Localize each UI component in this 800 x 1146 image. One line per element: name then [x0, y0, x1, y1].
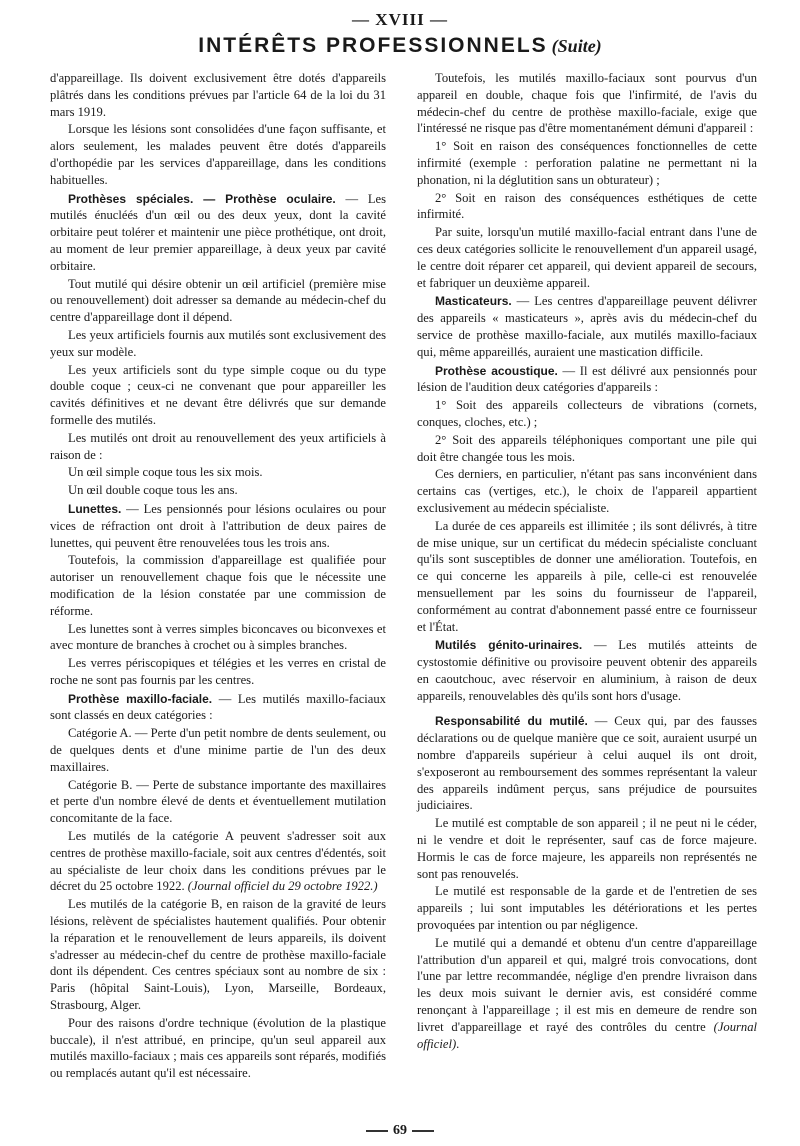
paragraph-text: Catégorie B. — Perte de substance importante des maxillaires et perte d'un nombre élevé de dents et éventuellement mutilation concomitante de la face.: [50, 777, 386, 826]
paragraph-text: Les yeux artificiels fournis aux mutilés sont exclusivement des yeux sur modèle.: [50, 327, 386, 359]
page-heading: [0, 34, 800, 58]
paragraph: [417, 466, 757, 516]
paragraph-text: Toutefois, les mutilés maxillo-faciaux sont pourvus d'un appareil en double, chaque fois que l'infirmité, de l'avis du médecin-chef du centre de prothèse maxillo-faciale, exige que l'intéressé ne risque pas d'être momentanément démuni d'appareil :: [417, 71, 757, 136]
paragraph: [50, 327, 386, 361]
paragraph: [417, 397, 757, 431]
page-number-rule-right: [412, 1130, 434, 1132]
paragraph: [417, 190, 757, 224]
paragraph: [50, 430, 386, 464]
paragraph-text: Les mutilés de la catégorie A peuvent s'adresser soit aux centres de prothèse maxillo-faciale, soit aux centres d'édentés, soit au spécialiste de leur choix dans les conditions prévues par le décret du 25 octobre 1922.: [50, 829, 386, 894]
paragraph: [50, 121, 386, 188]
paragraph-text: — Les mutilés maxillo-faciaux sont classés en deux catégories :: [50, 691, 386, 723]
paragraph-text: Le mutilé qui a demandé et obtenu d'un centre d'appareillage l'attribution d'un appareil et qui, malgré trois convocations, dont l'une par lettre recommandée, néglige d'en prendre livraison dans les deux mois suivant le dernier avis, est considéré comme renonçant à l'appareillage ; il est mis en demeure de rendre son livret d'appareillage et rayé des contrôles du centre: [417, 935, 757, 1034]
paragraph-text: — Ceux qui, par des fausses déclarations ou de quelque manière que ce soit, auraient usurpé un nombre d'appareils supérieur à celui auquel ils ont droit, s'exposeront au remboursement des sommes représentant la valeur des appareils indûment perçus, sans préjudice de poursuites judiciaires.: [417, 714, 757, 813]
paragraph-text: 1° Soit en raison des conséquences fonctionnelles de cette infirmité (exemple : perforation palatine ne permettant ni la phonation, ni la déglutition sans un obturateur) ;: [417, 139, 757, 187]
heading-title: INTÉRÊTS PROFESSIONNELS: [198, 34, 548, 57]
paragraph-text: Les mutilés de la catégorie B, en raison de la gravité de leurs lésions, relèvent de spécialistes hautement qualifiés. Pour obtenir la réparation et le renouvellement de leurs appareils, ils doivent s'adresser au médecin-chef du centre de prothèse maxillo-faciale dont ils dépendent. Ces centres spéciaux sont au nombre de six : Paris (hôpital Saint-Louis), Lyon, Marseille, Bordeaux, Strasbourg, Alger.: [50, 897, 386, 1013]
section-heading: Masticateurs.: [435, 294, 512, 309]
paragraph-text: Lorsque les lésions sont consolidées d'une façon suffisante, et alors seulement, les malades peuvent être dotés d'appareils d'orthopédie par les services d'appareillage, dans les conditions habituelles.: [50, 122, 386, 187]
paragraph-text: Le mutilé est comptable de son appareil ; il ne peut ni le céder, ni le vendre et doit le représenter, sauf cas de force majeure. Hormis le cas de force majeure, les appareils non représentés ne sont pas renouvelés.: [417, 816, 757, 881]
paragraph-text: — Les mutilés atteints de cystostomie définitive ou provisoire peuvent obtenir des appareils en caoutchouc, avec réservoir en aluminium, à raison de deux appareils, renouvelables dès qu'ils sont hors d'usage.: [417, 638, 758, 703]
paragraph-text: Le mutilé est responsable de la garde et de l'entretien de ses appareils ; lui sont imputables les détériorations et les pertes provoquées par intention ou par négligence.: [417, 884, 757, 933]
paragraph: [50, 896, 386, 1014]
section-heading: Mutilés génito-urinaires.: [435, 638, 583, 653]
page-number: [0, 1123, 800, 1139]
paragraph: [417, 70, 757, 137]
left-column: [50, 70, 386, 1083]
section-heading: Responsabilité du mutilé.: [435, 714, 588, 729]
section-heading: Prothèse maxillo-faciale.: [68, 691, 213, 706]
paragraph: [50, 464, 386, 481]
paragraph: [417, 883, 757, 933]
paragraph: [417, 518, 757, 636]
paragraph: [417, 815, 757, 882]
paragraph-text: Ces derniers, en particulier, n'étant pas sans inconvénient dans certains cas (vertiges, etc.), le choix de l'appareil appartient exclusivement au médecin spécialiste.: [417, 467, 757, 515]
paragraph-text: Catégorie A. — Perte d'un petit nombre de dents seulement, ou de quelques dents et d'une minime partie de l'un des deux maxillaires.: [50, 726, 386, 774]
section-paragraph: [417, 363, 757, 397]
paragraph-ending: .: [456, 1036, 460, 1051]
paragraph-text: Tout mutilé qui désire obtenir un œil artificiel (première mise ou renouvellement) doit adresser sa demande au médecin-chef du centre d'appareillage dont il dépend.: [50, 276, 386, 325]
paragraph: [50, 725, 386, 775]
section-paragraph: [417, 293, 757, 360]
paragraph: [50, 655, 386, 689]
section-heading: Lunettes.: [68, 501, 122, 516]
section-heading: Prothèse acoustique.: [435, 363, 558, 378]
section-heading: Prothèses spéciales. — Prothèse oculaire.: [68, 191, 336, 206]
section-paragraph: [417, 637, 757, 704]
paragraph: [417, 138, 757, 188]
paragraph: [50, 482, 386, 499]
paragraph-text: Les yeux artificiels sont du type simple coque ou du type double coque ; ceux-ci ne convenant que pour appareiller les cavités définitives et ne devant être délivrés que sur demande formelle des mutilés.: [50, 362, 386, 427]
section-paragraph: [50, 501, 386, 551]
paragraph-text: — Les centres d'appareillage peuvent délivrer des appareils « masticateurs », après avis du médecin-chef du service de prothèse maxillo-faciale, aux mutilés maxillo-faciaux qui, même appareillés, auraient une mastication difficile.: [417, 294, 757, 359]
paragraph-text: Les verres périscopiques et télégies et les verres en cristal de roche ne sont pas fournis par les centres.: [50, 656, 386, 687]
right-column: [417, 70, 757, 1053]
paragraph-text: — Les mutilés énucléés d'un œil ou des deux yeux, dont la cavité orbitaire peut tolérer et maintenir une pièce prothétique, ont droit, au moment de leur premier appareillage, à deux yeux par cavité orbitaire.: [50, 191, 386, 273]
paragraph-text: Par suite, lorsqu'un mutilé maxillo-facial entrant dans l'une de ces deux catégories sollicite le renouvellement d'un appareil usagé, le centre doit réparer cet appareil, qui devient appareil de secours, et fabriquer un deuxième appareil.: [417, 225, 757, 290]
paragraph-text: 2° Soit des appareils téléphoniques comportant une pile qui doit être changée tous les mois.: [417, 432, 757, 464]
paragraph: [50, 621, 386, 655]
paragraph-text: d'appareillage. Ils doivent exclusivement être dotés d'appareils plâtrés dans les conditions prévues par l'article 64 de la loi du 31 mars 1919.: [50, 71, 386, 119]
page-number-value: 69: [393, 1123, 407, 1138]
paragraph: [50, 828, 386, 895]
page-number-rule-left: [366, 1130, 388, 1132]
paragraph-text: Les lunettes sont à verres simples biconcaves ou biconvexes et avec monture de branches à crochet ou à simples branches.: [50, 621, 386, 653]
paragraph-text: 2° Soit en raison des conséquences esthétiques de cette infirmité.: [417, 190, 757, 222]
paragraph: [417, 224, 757, 291]
section-paragraph: [50, 691, 386, 725]
folio: — XVIII —: [352, 10, 448, 29]
paragraph: [50, 1015, 386, 1082]
paragraph: [50, 362, 386, 429]
section-paragraph: [50, 191, 386, 275]
paragraph: [417, 432, 757, 466]
paragraph-text: Les mutilés ont droit au renouvellement des yeux artificiels à raison de :: [50, 430, 386, 462]
paragraph-text: — Les pensionnés pour lésions oculaires ou pour vices de réfraction ont droit à l'attribution de deux paires de lunettes, qui peuvent être renouvelées tous les trois ans.: [50, 501, 386, 550]
paragraph-text: 1° Soit des appareils collecteurs de vibrations (cornets, conques, cloches, etc.) ;: [417, 398, 757, 429]
section-paragraph: [417, 713, 757, 814]
paragraph: [417, 935, 757, 1053]
italic-reference: (Journal officiel): [417, 1019, 757, 1051]
paragraph-text: Toutefois, la commission d'appareillage est qualifiée pour autoriser un renouvellement chaque fois que le nécessite une modification de la lésion constatée par une commission de réforme.: [50, 553, 386, 618]
paragraph: [50, 552, 386, 619]
paragraph: [50, 276, 386, 326]
paragraph-text: — Il est délivré aux pensionnés pour lésion de l'audition deux catégories d'appareils :: [417, 363, 757, 395]
paragraph: [50, 70, 386, 120]
paragraph-text: Un œil double coque tous les ans.: [68, 483, 238, 498]
italic-reference: (Journal officiel du 29 octobre 1922.): [187, 879, 378, 894]
paragraph-text: Pour des raisons d'ordre technique (évolution de la plastique buccale), il n'est attribué, en principe, qu'un seul appareil aux mutilés maxillo-faciaux ; mais ces appareils sont réparés, modifiés ou remplacés autant qu'il est nécessaire.: [50, 1015, 386, 1081]
paragraph-text: Un œil simple coque tous les six mois.: [68, 465, 263, 480]
paragraph-text: La durée de ces appareils est illimitée ; ils sont délivrés, à titre de mise unique, sur un certificat du médecin spécialiste concluant qu'ils sont susceptibles de donner une amélioration. Toutefois, en ce qui concerne les appareils à pile, celle-ci est renouvelée mensuellement par les soins du fournisseur de l'appareil, conformément au contrat d'abonnement passé entre ce fournisseur et l'État.: [417, 518, 757, 634]
heading-suite: (Suite): [551, 36, 602, 56]
paragraph: [50, 777, 386, 827]
